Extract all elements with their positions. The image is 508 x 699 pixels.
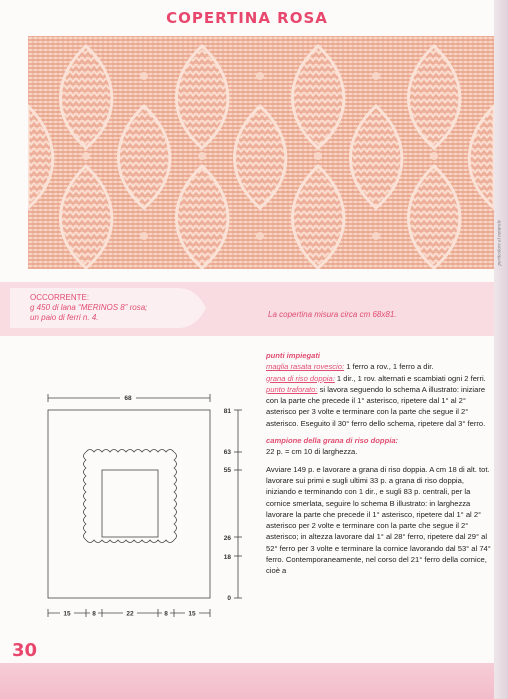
bottom-label: 22 <box>126 610 134 618</box>
height-label-0: 0 <box>227 595 231 602</box>
materials-label: OCCORRENTE: <box>30 293 90 302</box>
page-title: COPERTINA ROSA <box>166 9 328 27</box>
main-instructions: Avviare 149 p. e lavorare a grana di riso doppia. A cm 18 di alt. tot. lavorare sui primi e sugli ultimi 33 p. a grana di riso doppia, iniziando e terminando con 1 dir., e sugli 83 p. centrali, per la cornice smerlata, seguire lo schema B illustrato: in larghezza lavorare la parte che precede il 1° asterisco, ripetere dal 1° al 2° asterisco per 2 volte e terminare con la parte che segue il 2° asterisco; in altezza lavorare dal 1° al 28° ferro, ripetere dal 29° al 52° ferro per 3 volte e terminare la cornice lavorando dal 53° al 74° ferro. Contemporaneamente, nel corso del 21° ferro della cornice, cioè a <box>266 464 491 576</box>
page-spine <box>494 0 508 699</box>
bottom-label: 15 <box>188 610 196 618</box>
height-label-55: 55 <box>223 467 231 474</box>
sample-body: 22 p. = cm 10 di larghezza. <box>266 447 358 457</box>
height-label-26: 26 <box>223 535 231 542</box>
materials-line: un paio di ferri n. 4. <box>30 313 99 322</box>
instructions <box>266 350 496 577</box>
bottom-label: 15 <box>63 610 71 618</box>
photo-side-caption: particolare al naturale <box>497 219 503 266</box>
materials-box <box>30 293 200 323</box>
bottom-label: 8 <box>164 610 168 618</box>
page-number: 30 <box>12 640 38 661</box>
height-label-81: 81 <box>223 408 231 415</box>
stitch-grana-riso: grana di riso doppia: 1 dir., 1 rov. alternati e scambiati ogni 2 ferri. <box>266 373 486 383</box>
blanket-schematic <box>28 378 252 620</box>
width-label: 68 <box>124 395 132 402</box>
height-label-63: 63 <box>223 449 231 456</box>
footer-bar <box>0 663 494 699</box>
size-note: La copertina misura circa cm 68x81. <box>268 310 397 319</box>
knit-stitch-photo <box>28 36 494 269</box>
section-heading: punti impiegati <box>266 351 320 360</box>
height-label-18: 18 <box>223 554 231 561</box>
stitch-maglia-rasata: maglia rasata rovescio: 1 ferro a rov., 1 ferro a dir. <box>266 362 434 372</box>
materials-line: g 450 di lana “MERINOS 8” rosa; <box>30 303 148 312</box>
stitch-punto-traforato: punto traforato: si lavora seguendo lo schema A illustrato: iniziare con la parte che precede il 1° asterisco, ripetere dal 1° al 2° asterisco per 3 volte e terminare con la parte che segue il 2° asterisco. Eseguito il 30° ferro dello schema, ripetere dal 3° ferro. <box>266 384 486 428</box>
bottom-label: 8 <box>92 610 96 618</box>
sample-heading: campione della grana di riso doppia: <box>266 436 399 446</box>
